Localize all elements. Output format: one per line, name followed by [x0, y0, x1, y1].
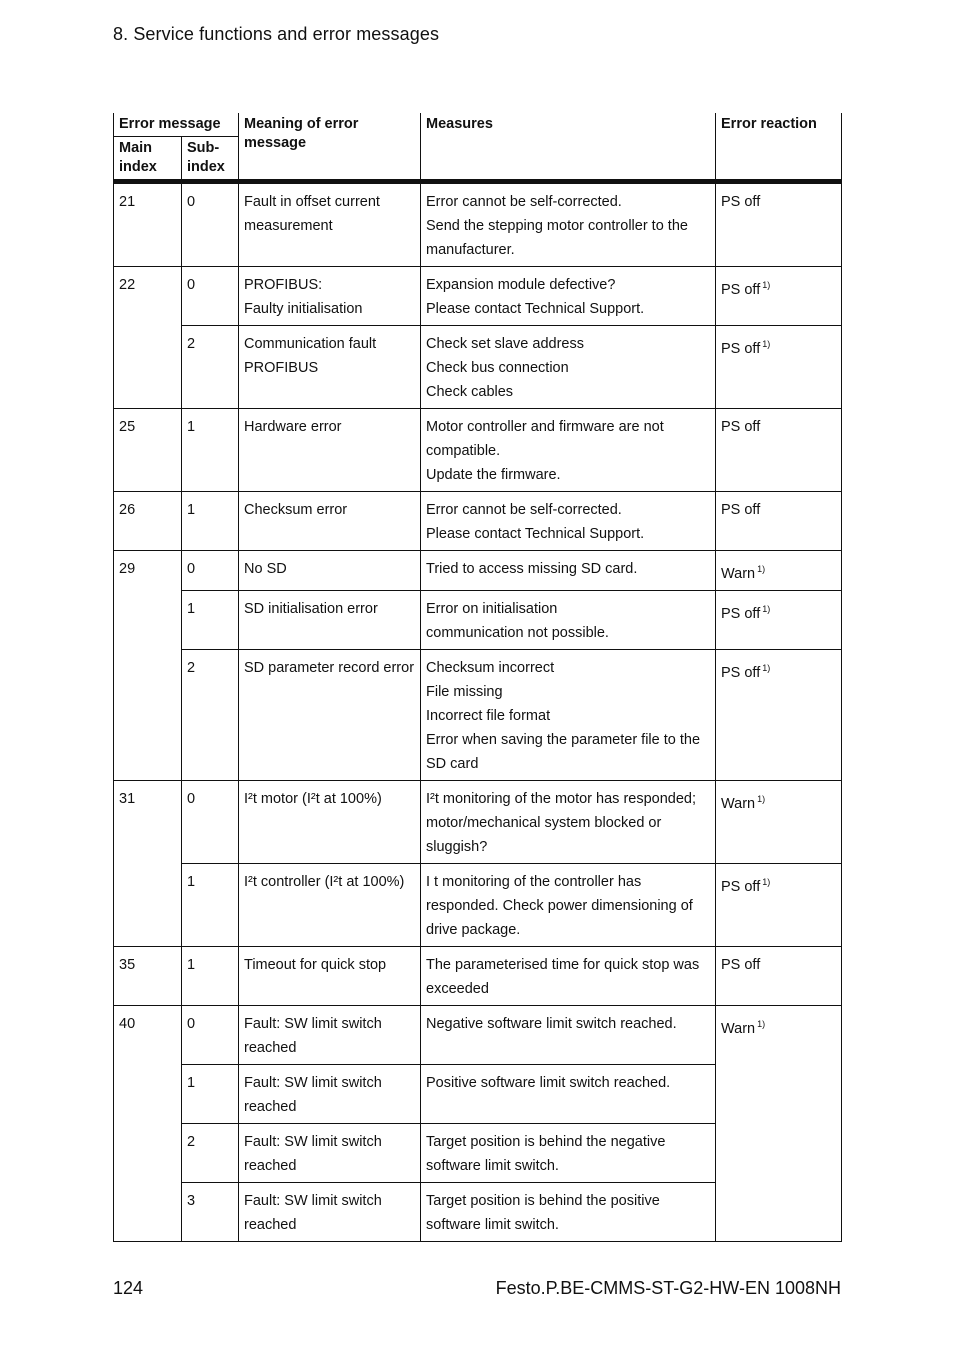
page-number: 124: [113, 1278, 144, 1298]
measures-line: Error on initialisation: [426, 601, 558, 617]
measures-line: sluggish?: [426, 839, 488, 855]
meaning-cell: [239, 947, 421, 1006]
header-meaning: Meaning of error message: [239, 113, 421, 182]
table-row: [114, 551, 842, 591]
sub-index-cell: 3: [182, 1183, 239, 1242]
measures-line: Motor controller and firmware are not: [426, 419, 664, 435]
header-sub-index: Sub- index: [182, 137, 239, 182]
meaning-line: reached: [244, 1040, 297, 1056]
sub-index-cell: 2: [182, 650, 239, 781]
sub-index-cell: 1: [182, 409, 239, 492]
sub-index-cell: 2: [182, 326, 239, 409]
meaning-line: Hardware error: [244, 419, 342, 435]
measures-line: manufacturer.: [426, 242, 515, 258]
measures-line: compatible.: [426, 443, 501, 459]
measures-cell: [421, 1006, 716, 1065]
reaction-cell: [716, 650, 842, 781]
measures-line: responded. Check power dimensioning of: [426, 898, 693, 914]
sub-index-cell: 1: [182, 947, 239, 1006]
meaning-line: PROFIBUS:: [244, 277, 323, 293]
header-error-reaction: Error reaction: [716, 113, 842, 182]
measures-line: Check set slave address: [426, 336, 584, 352]
measures-line: Target position is behind the positive: [426, 1193, 660, 1209]
meaning-cell: [239, 1124, 421, 1183]
sub-index-cell: 2: [182, 1124, 239, 1183]
measures-line: The parameterised time for quick stop was: [426, 957, 700, 973]
sub-index-cell: 0: [182, 267, 239, 326]
meaning-cell: [239, 267, 421, 326]
table-row: [114, 267, 842, 326]
reaction-cell: PS off: [716, 409, 842, 492]
table-row: [114, 864, 842, 947]
table-row: [114, 650, 842, 781]
meaning-line: I²t controller (I²t at 100%): [244, 874, 405, 890]
measures-line: Error cannot be self-corrected.: [426, 194, 622, 210]
main-index-cell: 29: [114, 551, 182, 781]
sub-index-cell: 0: [182, 781, 239, 864]
meaning-cell: [239, 326, 421, 409]
reaction-cell: [716, 551, 842, 591]
measures-line: Expansion module defective?: [426, 277, 616, 293]
footnote-mark: 1): [762, 604, 771, 614]
meaning-line: reached: [244, 1217, 297, 1233]
measures-line: motor/mechanical system blocked or: [426, 815, 662, 831]
sub-index-cell: 1: [182, 1065, 239, 1124]
meaning-line: reached: [244, 1158, 297, 1174]
meaning-line: I²t motor (I²t at 100%): [244, 791, 382, 807]
reaction-text: Warn: [721, 1021, 756, 1037]
reaction-cell: [716, 781, 842, 864]
sub-index-cell: 0: [182, 1006, 239, 1065]
table-row: [114, 947, 842, 1006]
reaction-cell: [716, 267, 842, 326]
meaning-line: Fault: SW limit switch: [244, 1134, 382, 1150]
sub-index-cell: 1: [182, 591, 239, 650]
meaning-cell: [239, 1183, 421, 1242]
measures-line: Check bus connection: [426, 360, 569, 376]
reaction-text: PS off: [721, 341, 761, 357]
reaction-text: PS off: [721, 282, 761, 298]
reaction-cell: PS off: [716, 182, 842, 267]
meaning-line: Faulty initialisation: [244, 301, 363, 317]
measures-cell: [421, 781, 716, 864]
table-header: [114, 113, 842, 182]
measures-line: Send the stepping motor controller to the: [426, 218, 688, 234]
measures-cell: [421, 267, 716, 326]
measures-cell: [421, 1183, 716, 1242]
measures-line: Please contact Technical Support.: [426, 526, 645, 542]
reaction-cell: PS off: [716, 947, 842, 1006]
measures-line: Incorrect file format: [426, 708, 551, 724]
meaning-line: SD initialisation error: [244, 601, 378, 617]
measures-line: I²t monitoring of the motor has responded;: [426, 791, 697, 807]
meaning-line: Communication fault: [244, 336, 377, 352]
header-measures: Measures: [421, 113, 716, 182]
footnote-mark: 1): [757, 1019, 766, 1029]
meaning-cell: [239, 1006, 421, 1065]
measures-cell: [421, 947, 716, 1006]
measures-line: Please contact Technical Support.: [426, 301, 645, 317]
measures-line: Check cables: [426, 384, 514, 400]
meaning-line: Fault: SW limit switch: [244, 1193, 382, 1209]
main-index-cell: 35: [114, 947, 182, 1006]
measures-cell: [421, 591, 716, 650]
measures-line: software limit switch.: [426, 1217, 559, 1233]
table-row: [114, 781, 842, 864]
meaning-line: Fault: SW limit switch: [244, 1075, 382, 1091]
measures-line: Negative software limit switch reached.: [426, 1016, 677, 1032]
measures-line: drive package.: [426, 922, 521, 938]
measures-line: software limit switch.: [426, 1158, 559, 1174]
table-row: [114, 326, 842, 409]
main-index-cell: 21: [114, 182, 182, 267]
table-row: [114, 591, 842, 650]
sub-index-cell: 0: [182, 182, 239, 267]
table-row: [114, 182, 842, 267]
meaning-cell: [239, 1065, 421, 1124]
meaning-cell: [239, 781, 421, 864]
meaning-cell: [239, 492, 421, 551]
reaction-cell: [716, 1006, 842, 1242]
measures-line: Update the firmware.: [426, 467, 561, 483]
table-row: [114, 1006, 842, 1065]
main-index-cell: 26: [114, 492, 182, 551]
main-index-cell: 31: [114, 781, 182, 947]
reaction-text: PS off: [721, 606, 761, 622]
sub-index-cell: 1: [182, 864, 239, 947]
meaning-line: Checksum error: [244, 502, 348, 518]
measures-cell: [421, 650, 716, 781]
measures-cell: [421, 326, 716, 409]
measures-line: communication not possible.: [426, 625, 609, 641]
footnote-mark: 1): [762, 877, 771, 887]
meaning-line: Fault: SW limit switch: [244, 1016, 382, 1032]
meaning-cell: [239, 409, 421, 492]
meaning-line: No SD: [244, 561, 287, 577]
main-index-cell: 40: [114, 1006, 182, 1242]
measures-line: File missing: [426, 684, 503, 700]
meaning-line: Timeout for quick stop: [244, 957, 387, 973]
measures-cell: [421, 1065, 716, 1124]
header-error-message: Error message: [114, 113, 239, 137]
measures-cell: [421, 1124, 716, 1183]
table-row: [114, 492, 842, 551]
meaning-line: reached: [244, 1099, 297, 1115]
reaction-text: Warn: [721, 796, 756, 812]
measures-line: Checksum incorrect: [426, 660, 555, 676]
measures-line: SD card: [426, 756, 479, 772]
footnote-mark: 1): [762, 663, 771, 673]
header-main-index: Main index: [114, 137, 182, 182]
reaction-cell: [716, 326, 842, 409]
measures-line: Target position is behind the negative: [426, 1134, 666, 1150]
measures-line: I t monitoring of the controller has: [426, 874, 642, 890]
measures-line: Tried to access missing SD card.: [426, 561, 638, 577]
footnote-mark: 1): [762, 339, 771, 349]
measures-cell: [421, 409, 716, 492]
meaning-cell: [239, 591, 421, 650]
reaction-cell: PS off: [716, 492, 842, 551]
meaning-line: SD parameter record error: [244, 660, 415, 676]
main-index-cell: 25: [114, 409, 182, 492]
measures-cell: [421, 492, 716, 551]
measures-cell: [421, 551, 716, 591]
reaction-cell: [716, 864, 842, 947]
running-head: 8. Service functions and error messages: [113, 24, 440, 44]
meaning-cell: [239, 864, 421, 947]
measures-line: exceeded: [426, 981, 489, 997]
measures-cell: [421, 182, 716, 267]
footnote-mark: 1): [762, 280, 771, 290]
reaction-text: Warn: [721, 566, 756, 582]
meaning-cell: [239, 551, 421, 591]
error-table: [113, 113, 842, 1242]
footnote-mark: 1): [757, 794, 766, 804]
meaning-line: Fault in offset current: [244, 194, 380, 210]
meaning-cell: [239, 182, 421, 267]
main-index-cell: 22: [114, 267, 182, 409]
reaction-text: PS off: [721, 879, 761, 895]
meaning-cell: [239, 650, 421, 781]
meaning-line: PROFIBUS: [244, 360, 319, 376]
measures-line: Positive software limit switch reached.: [426, 1075, 671, 1091]
document-id: Festo.P.BE-CMMS-ST-G2-HW-EN 1008NH: [495, 1278, 841, 1298]
measures-line: Error when saving the parameter file to the: [426, 732, 701, 748]
sub-index-cell: 0: [182, 551, 239, 591]
footnote-mark: 1): [757, 564, 766, 574]
table-row: [114, 409, 842, 492]
meaning-line: measurement: [244, 218, 333, 234]
sub-index-cell: 1: [182, 492, 239, 551]
measures-line: Error cannot be self-corrected.: [426, 502, 622, 518]
reaction-cell: [716, 591, 842, 650]
measures-cell: [421, 864, 716, 947]
reaction-text: PS off: [721, 665, 761, 681]
